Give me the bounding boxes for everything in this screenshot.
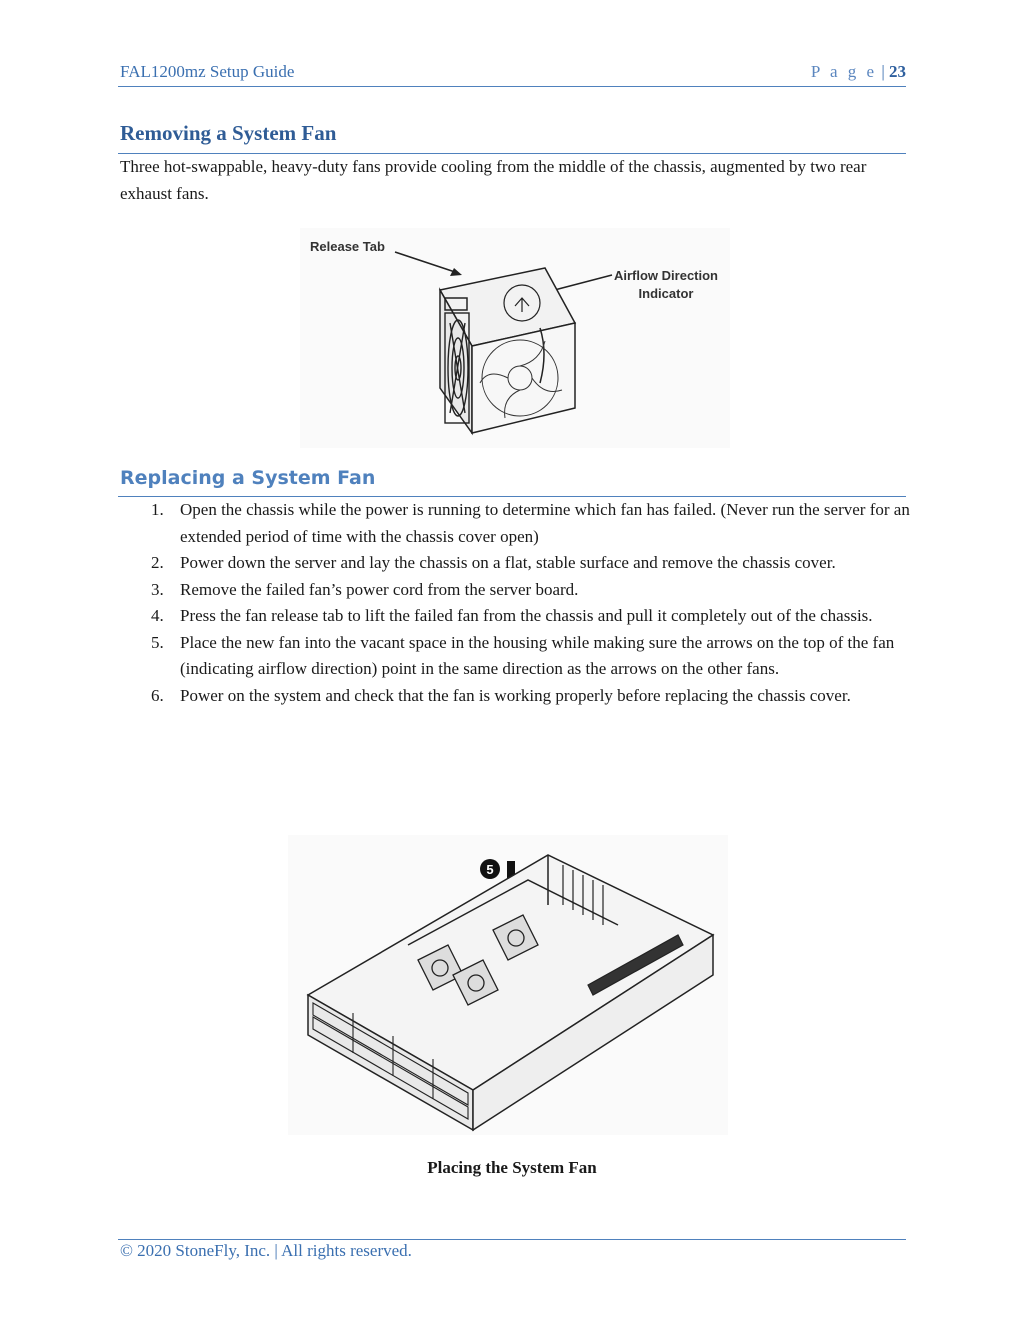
figure-caption: Placing the System Fan bbox=[427, 1158, 597, 1177]
header-rule bbox=[118, 86, 906, 87]
step-number: 5. bbox=[151, 632, 164, 652]
step-number: 1. bbox=[151, 500, 164, 519]
section-heading-replacing: Replacing a System Fan bbox=[120, 467, 376, 489]
airflow-label-line2: Indicator bbox=[638, 286, 694, 301]
page-indicator bbox=[811, 62, 906, 82]
fan-figure bbox=[300, 228, 730, 448]
intro-paragraph: Three hot-swappable, heavy-duty fans provide cooling from the middle of the chassis, augmented by two rear exhaust fans. bbox=[120, 157, 867, 203]
step-number: 3. bbox=[151, 579, 164, 599]
chassis-figure bbox=[288, 835, 728, 1135]
step-text: Press the fan release tab to lift the failed fan from the chassis and pull it completely out of the chassis. bbox=[180, 606, 873, 625]
step-marker-number: 5 bbox=[486, 862, 494, 877]
step-number: 2. bbox=[151, 553, 164, 572]
list-item bbox=[120, 630, 910, 683]
step-text: Remove the failed fan’s power cord from the server board. bbox=[180, 579, 579, 599]
document-title: FAL1200mz Setup Guide bbox=[120, 62, 295, 81]
list-item bbox=[120, 550, 910, 577]
step-number: 6. bbox=[151, 685, 164, 705]
page-word: P a g e bbox=[810, 62, 878, 81]
step-text: Place the new fan into the vacant space in the housing while making sure the arrows on the top of the fan (indicating airflow direction) point in the same direction as the arrows on the other fans. bbox=[180, 632, 895, 678]
section-heading-removing: Removing a System Fan bbox=[120, 121, 337, 145]
step-text: Power on the system and check that the fan is working properly before replacing the chassis cover. bbox=[180, 685, 851, 705]
footer-copyright: © 2020 StoneFly, Inc. | All rights reserved. bbox=[120, 1241, 412, 1260]
footer-rule bbox=[118, 1239, 906, 1240]
steps-list bbox=[120, 497, 910, 709]
step-text: Open the chassis while the power is running to determine which fan has failed. (Never run the server for an extended period of time with the chassis cover open) bbox=[180, 500, 910, 546]
release-tab-label: Release Tab bbox=[310, 239, 385, 254]
page-separator: | bbox=[881, 62, 885, 81]
airflow-label-line1: Airflow Direction bbox=[613, 268, 719, 283]
step-marker bbox=[480, 859, 500, 879]
list-item bbox=[120, 603, 910, 630]
list-item bbox=[120, 683, 910, 710]
step-number: 4. bbox=[151, 606, 164, 625]
list-item bbox=[120, 577, 910, 604]
list-item bbox=[120, 497, 910, 550]
page-number: 23 bbox=[889, 62, 906, 81]
step-text: Power down the server and lay the chassis on a flat, stable surface and remove the chassis cover. bbox=[180, 553, 836, 572]
